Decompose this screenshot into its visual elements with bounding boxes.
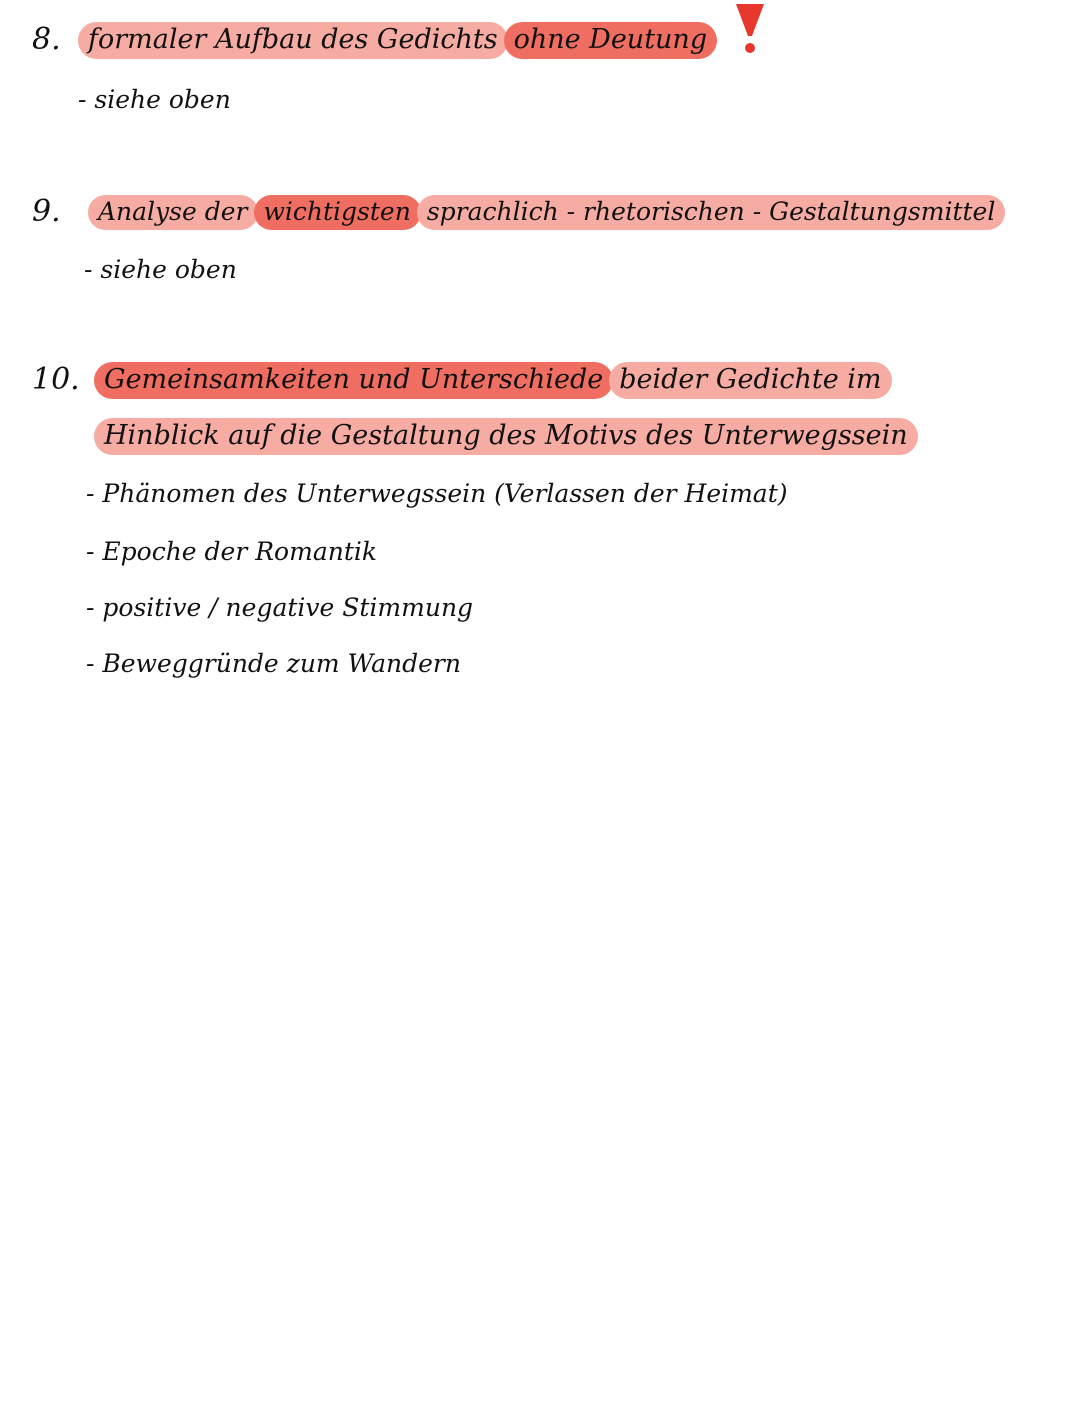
item-heading-line-1 (96, 360, 890, 400)
list-item: - siehe oben (78, 85, 231, 114)
highlight-light: formaler Aufbau des Gedichts (78, 22, 508, 59)
highlight-dark: Gemeinsamkeiten und Unterschiede (94, 362, 613, 399)
item-number: 9. (32, 194, 61, 229)
highlight-light: Hinblick auf die Gestaltung des Motivs des Unterwegssein (94, 418, 918, 455)
list-item: - siehe oben (84, 255, 237, 284)
highlight-light: Analyse der (88, 195, 258, 230)
exclamation-mark-icon (732, 2, 768, 62)
highlight-light: sprachlich - rhetorischen - Gestaltungsmittel (417, 195, 1006, 230)
item-heading (80, 20, 715, 60)
list-item: - Phänomen des Unterwegssein (Verlassen der Heimat) (86, 479, 788, 508)
item-number: 8. (32, 22, 61, 57)
list-item: - Epoche der Romantik (86, 537, 378, 566)
highlight-dark: ohne Deutung (504, 22, 718, 59)
item-heading (90, 192, 1003, 232)
highlight-dark: wichtigsten (254, 195, 421, 230)
highlight-light: beider Gedichte im (609, 362, 891, 399)
list-item: - positive / negative Stimmung (86, 593, 474, 622)
item-heading-line-2 (96, 416, 916, 456)
item-number: 10. (32, 362, 80, 397)
list-item: - Beweggründe zum Wandern (86, 649, 461, 678)
